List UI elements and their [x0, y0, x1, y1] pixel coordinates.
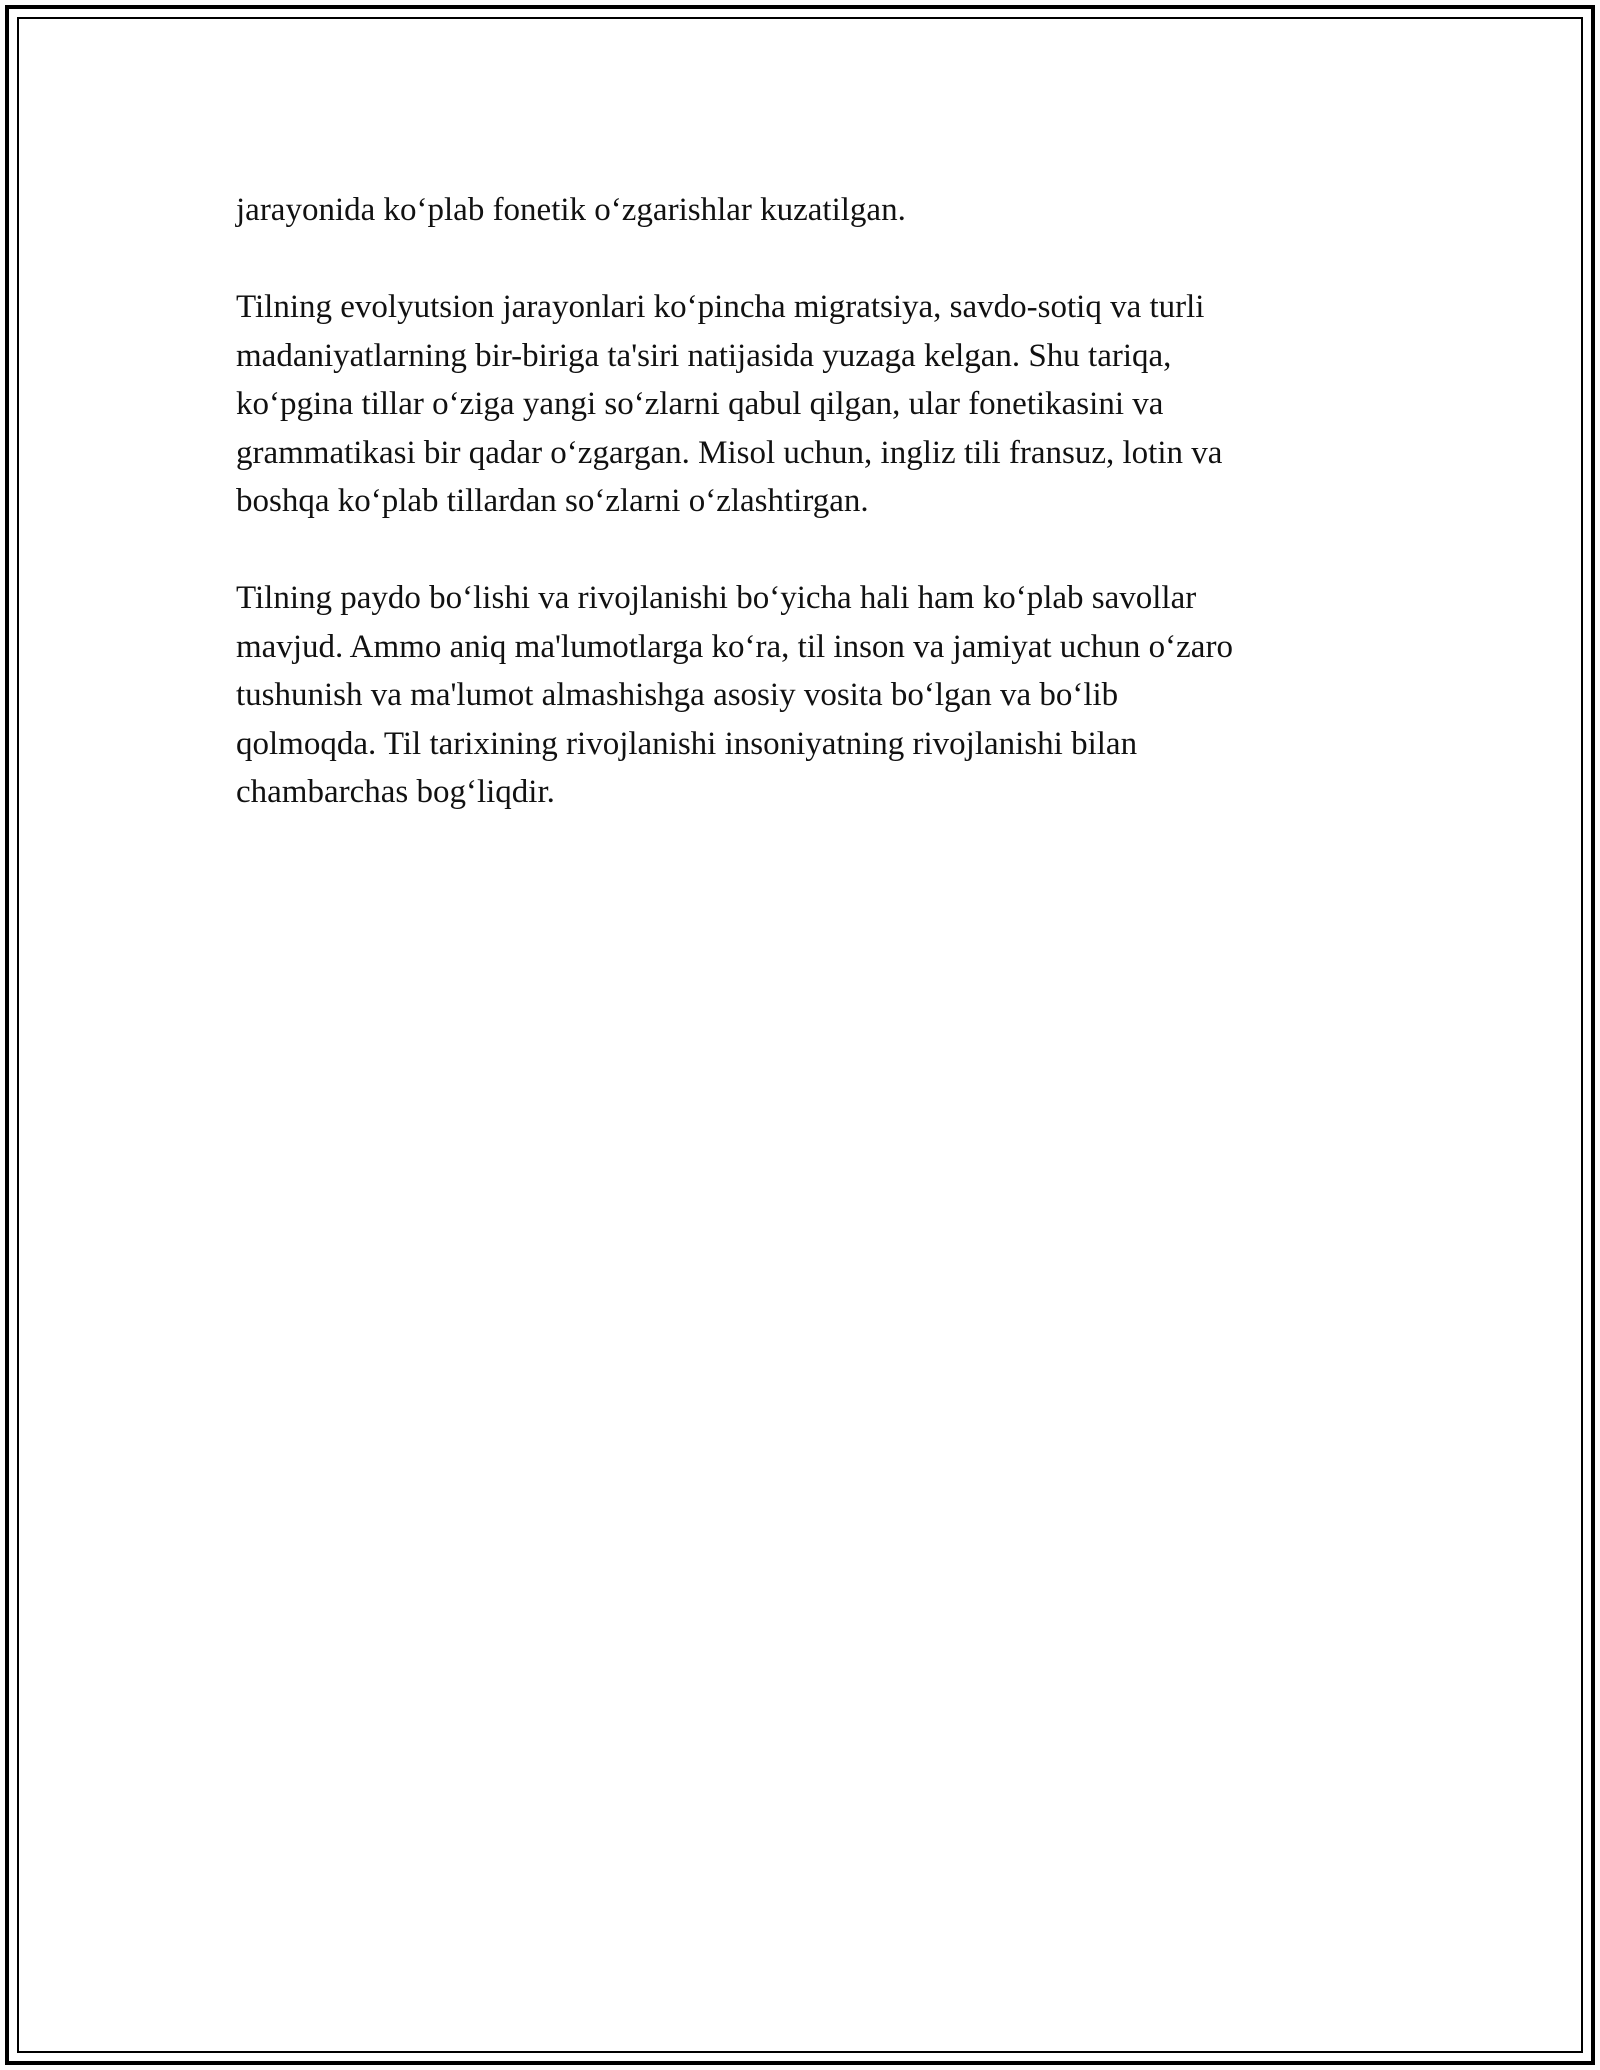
paragraph-language-origin: Tilning paydo bo‘lishi va rivojlanishi bo‘yicha hali ham ko‘plab savollar mavjud. Ammo aniq ma'lumotlarga ko‘ra, til inson va jamiyat uchun o‘zaro tushunish va ma'lumot almashishga asosiy vosita bo‘lgan va bo‘lib qolmoqda. Til tarixining rivojlanishi insoniyatning rivojlanishi bilan chambarchas bog‘liqdir. [236, 580, 1233, 810]
document-body [236, 186, 1366, 865]
paragraph-continuation: jarayonida ko‘plab fonetik o‘zgarishlar kuzatilgan. [236, 192, 906, 228]
paragraph-language-evolution: Tilning evolyutsion jarayonlari ko‘pincha migratsiya, savdo-sotiq va turli madaniyatlarning bir-biriga ta'siri natijasida yuzaga kelgan. Shu tariqa, ko‘pgina tillar o‘ziga yangi so‘zlarni qabul qilgan, ular fonetikasini va grammatikasi bir qadar o‘zgargan. Misol uchun, ingliz tili fransuz, lotin va boshqa ko‘plab tillardan so‘zlarni o‘zlashtirgan. [236, 289, 1223, 519]
